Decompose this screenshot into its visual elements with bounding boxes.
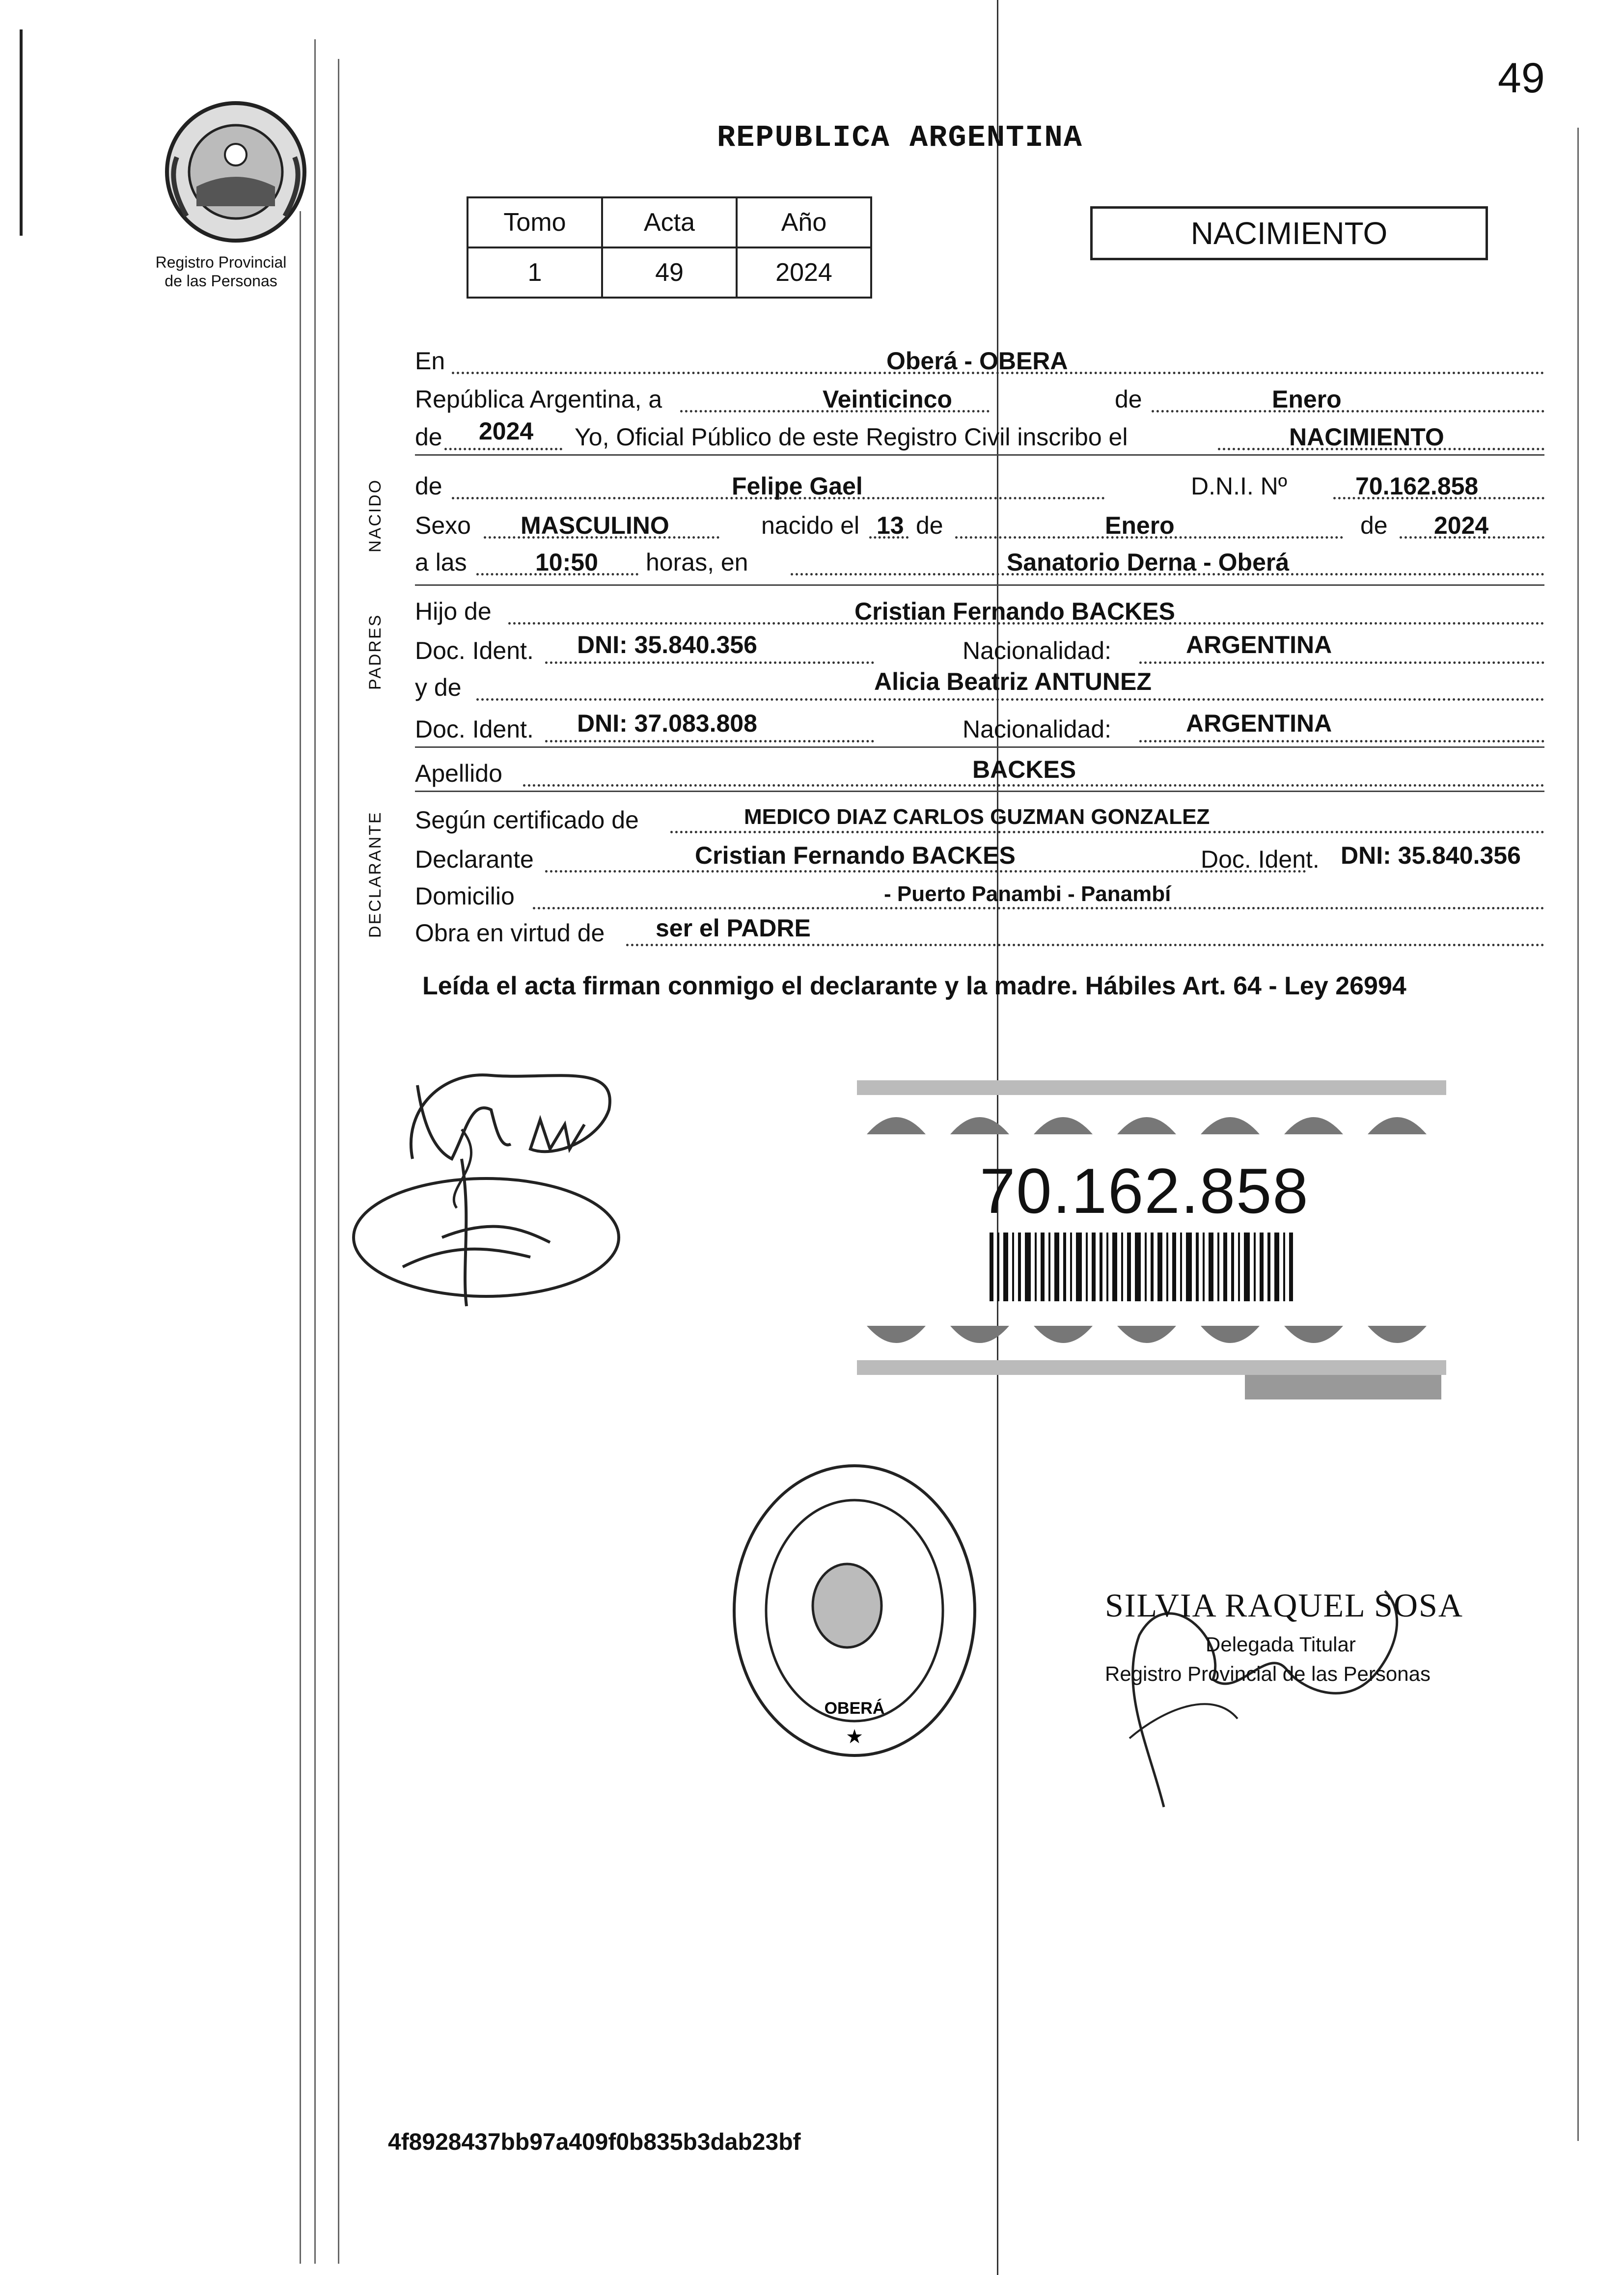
logo-caption (123, 253, 319, 290)
logo-caption-line2: de las Personas (165, 272, 277, 290)
binding-line-3 (338, 59, 339, 2264)
label-y-de: y de (415, 674, 462, 701)
record-value-tomo: 1 (468, 247, 602, 298)
declarant-signature-icon (344, 1012, 638, 1316)
label-declarante-doc: Doc. Ident. (1201, 846, 1320, 873)
dots (476, 698, 1544, 701)
dots (1152, 410, 1544, 412)
label-de: de (1115, 385, 1142, 413)
dots (1139, 661, 1544, 664)
value-nombre: Felipe Gael (732, 472, 863, 500)
section-label-padres: PADRES (366, 613, 385, 690)
dots (545, 870, 1306, 873)
value-dni: 70.162.858 (1355, 472, 1479, 500)
value-lugar: Sanatorio Derna - Oberá (1007, 548, 1290, 576)
left-margin-line (20, 29, 23, 236)
value-padre: Cristian Fernando BACKES (854, 598, 1175, 625)
closing-note: Leída el acta firman conmigo el declarante y la madre. Hábiles Art. 64 - Ley 26994 (422, 972, 1406, 1000)
logo-caption-line1: Registro Provincial (155, 253, 287, 271)
value-obra: ser el PADRE (656, 914, 811, 942)
binding-line-1 (300, 211, 301, 2264)
barcode-number: 70.162.858 (980, 1155, 1309, 1227)
dots (533, 907, 1544, 909)
record-value-anio: 2024 (737, 247, 871, 298)
row-hora (415, 540, 1544, 579)
value-domicilio: - Puerto Panambi - Panambí (884, 882, 1171, 906)
dots (444, 448, 562, 450)
stamp-star-icon: ★ (846, 1726, 863, 1748)
divider-3 (415, 746, 1544, 748)
right-margin-line (1577, 128, 1579, 2141)
row-sexo (415, 503, 1544, 543)
value-nac-anio: 2024 (1434, 512, 1489, 539)
value-mes: Enero (1272, 385, 1342, 413)
label-oficial: Yo, Oficial Público de este Registro Civil inscribo el (575, 423, 1128, 451)
record-table (467, 196, 872, 299)
row-certificado (415, 798, 1544, 837)
label-obra: Obra en virtud de (415, 919, 605, 947)
row-padre-doc (415, 629, 1544, 668)
dots (1139, 740, 1544, 742)
label-declarante: Declarante (415, 846, 534, 873)
province-logo (157, 98, 314, 246)
label-de-anio2: de (1360, 512, 1388, 539)
label-republica: República Argentina, a (415, 385, 662, 413)
value-certificado: MEDICO DIAZ CARLOS GUZMAN GONZALEZ (744, 805, 1210, 829)
label-de-anio: de (415, 423, 442, 451)
record-value-acta: 49 (602, 247, 737, 298)
row-oficial (415, 415, 1544, 454)
label-domicilio: Domicilio (415, 882, 515, 910)
value-nac-dia: 13 (877, 512, 904, 539)
section-label-nacido: NACIDO (366, 478, 385, 552)
value-declarante: Cristian Fernando BACKES (695, 842, 1016, 869)
dots (545, 740, 874, 742)
label-a-las: a las (415, 548, 467, 576)
province-seal-icon (157, 98, 314, 246)
value-madre-nac: ARGENTINA (1186, 710, 1332, 737)
label-certificado: Según certificado de (415, 806, 639, 834)
label-de-nombre: de (415, 472, 442, 500)
dots (523, 784, 1544, 787)
row-en (415, 339, 1544, 378)
binding-line-2 (314, 39, 316, 2264)
document-title: REPUBLICA ARGENTINA (717, 120, 1083, 155)
value-en: Oberá - OBERA (886, 347, 1068, 375)
label-de-mes: de (916, 512, 943, 539)
official-office: Registro Provincial de las Personas (1105, 1662, 1431, 1685)
record-header-tomo: Tomo (468, 197, 602, 247)
label-dni: D.N.I. Nº (1191, 472, 1288, 500)
official-stamp-icon (727, 1458, 982, 1763)
label-doc-ident-madre: Doc. Ident. (415, 715, 534, 743)
label-nacido-el: nacido el (761, 512, 860, 539)
value-tipo: NACIMIENTO (1289, 423, 1444, 451)
security-pattern-icon (857, 1080, 1446, 1404)
row-hijo-de (415, 589, 1544, 629)
row-y-de (415, 665, 1544, 705)
value-nac-mes: Enero (1105, 512, 1175, 539)
label-nacionalidad-madre: Nacionalidad: (963, 715, 1111, 743)
value-padre-doc: DNI: 35.840.356 (577, 631, 757, 658)
official-role: Delegada Titular (1206, 1633, 1356, 1656)
document-hash: 4f8928437bb97a409f0b835b3dab23bf (388, 2129, 801, 2155)
value-anio: 2024 (479, 417, 534, 445)
row-obra (415, 911, 1544, 950)
value-padre-nac: ARGENTINA (1186, 631, 1332, 658)
page-number: 49 (1498, 55, 1545, 102)
label-hijo-de: Hijo de (415, 598, 492, 625)
barcode-label (857, 1080, 1446, 1404)
row-nombre (415, 464, 1544, 503)
official-name: SILVIA RAQUEL SOSA (1105, 1587, 1463, 1624)
divider-1 (415, 454, 1544, 456)
row-apellido (415, 751, 1544, 791)
record-header-anio: Año (737, 197, 871, 247)
value-dia: Veinticinco (823, 385, 952, 413)
label-sexo: Sexo (415, 512, 471, 539)
dots (545, 661, 874, 664)
divider-2 (415, 584, 1544, 586)
value-sexo: MASCULINO (521, 512, 669, 539)
dots (670, 831, 1544, 833)
record-type-box: NACIMIENTO (1090, 206, 1488, 260)
value-apellido: BACKES (972, 756, 1076, 783)
row-domicilio (415, 874, 1544, 913)
row-republica (415, 377, 1544, 416)
value-declarante-doc: DNI: 35.840.356 (1341, 842, 1521, 869)
label-apellido: Apellido (415, 760, 502, 787)
row-madre-doc (415, 707, 1544, 746)
label-nacionalidad: Nacionalidad: (963, 637, 1111, 664)
dots (626, 944, 1544, 946)
value-madre-doc: DNI: 37.083.808 (577, 710, 757, 737)
value-madre: Alicia Beatriz ANTUNEZ (874, 668, 1152, 695)
label-en: En (415, 347, 445, 375)
record-header-acta: Acta (602, 197, 737, 247)
divider-4 (415, 791, 1544, 792)
row-declarante (415, 837, 1544, 877)
value-hora: 10:50 (535, 548, 598, 576)
label-doc-ident: Doc. Ident. (415, 637, 534, 664)
label-horas-en: horas, en (646, 548, 748, 576)
section-label-declarante: DECLARANTE (366, 811, 385, 938)
stamp-city: OBERÁ (824, 1699, 885, 1718)
